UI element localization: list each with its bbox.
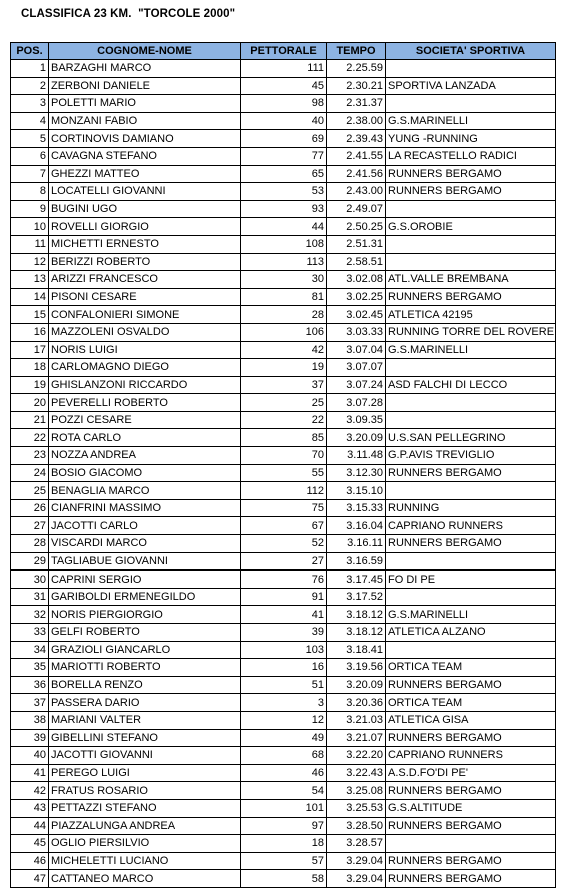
- pos-cell: 19: [11, 376, 49, 394]
- table-row: [11, 165, 556, 183]
- table-row: [11, 95, 556, 113]
- time-cell: 3.15.33: [327, 499, 386, 517]
- time-cell: 2.50.25: [327, 218, 386, 236]
- bib-cell: 97: [241, 817, 327, 835]
- name-cell: NORIS PIERGIORGIO: [49, 606, 241, 624]
- time-cell: 3.02.25: [327, 288, 386, 306]
- club-cell: ATLETICA 42195: [386, 306, 556, 324]
- club-cell: RUNNING TORRE DEL ROVERE: [386, 323, 556, 341]
- name-cell: POZZI CESARE: [49, 411, 241, 429]
- pos-cell: 46: [11, 852, 49, 870]
- time-cell: 3.07.24: [327, 376, 386, 394]
- pos-cell: 14: [11, 288, 49, 306]
- name-cell: MICHELETTI LUCIANO: [49, 852, 241, 870]
- name-cell: JACOTTI CARLO: [49, 517, 241, 535]
- pos-cell: 15: [11, 306, 49, 324]
- club-cell: RUNNERS BERGAMO: [386, 535, 556, 553]
- table-row: [11, 870, 556, 888]
- pos-cell: 13: [11, 271, 49, 289]
- club-cell: [386, 359, 556, 377]
- name-cell: BUGINI UGO: [49, 200, 241, 218]
- name-cell: PETTAZZI STEFANO: [49, 799, 241, 817]
- table-row: [11, 782, 556, 800]
- bib-cell: 81: [241, 288, 327, 306]
- table-row: [11, 359, 556, 377]
- table-row: [11, 60, 556, 78]
- name-cell: CATTANEO MARCO: [49, 870, 241, 888]
- bib-cell: 30: [241, 271, 327, 289]
- bib-cell: 69: [241, 130, 327, 148]
- bib-cell: 57: [241, 852, 327, 870]
- club-cell: ATL.VALLE BREMBANA: [386, 271, 556, 289]
- name-cell: PEVERELLI ROBERTO: [49, 394, 241, 412]
- name-cell: GARIBOLDI ERMENEGILDO: [49, 588, 241, 606]
- name-cell: GHISLANZONI RICCARDO: [49, 376, 241, 394]
- name-cell: ZERBONI DANIELE: [49, 77, 241, 95]
- club-cell: G.S.MARINELLI: [386, 606, 556, 624]
- club-cell: G.S.OROBIE: [386, 218, 556, 236]
- name-cell: MICHETTI ERNESTO: [49, 235, 241, 253]
- pos-cell: 18: [11, 359, 49, 377]
- name-cell: LOCATELLI GIOVANNI: [49, 183, 241, 201]
- header-name: COGNOME-NOME: [49, 43, 241, 60]
- time-cell: 3.29.04: [327, 870, 386, 888]
- bib-cell: 49: [241, 729, 327, 747]
- time-cell: 3.22.20: [327, 747, 386, 765]
- table-row: [11, 641, 556, 659]
- time-cell: 3.25.08: [327, 782, 386, 800]
- header-pos: POS.: [11, 43, 49, 60]
- table-row: [11, 306, 556, 324]
- pos-cell: 41: [11, 764, 49, 782]
- table-row: [11, 835, 556, 853]
- pos-cell: 12: [11, 253, 49, 271]
- time-cell: 3.07.04: [327, 341, 386, 359]
- table-row: [11, 517, 556, 535]
- pos-cell: 38: [11, 711, 49, 729]
- table-row: [11, 535, 556, 553]
- club-cell: [386, 588, 556, 606]
- pos-cell: 11: [11, 235, 49, 253]
- time-cell: 3.18.41: [327, 641, 386, 659]
- table-row: [11, 570, 556, 588]
- bib-cell: 76: [241, 570, 327, 588]
- bib-cell: 53: [241, 183, 327, 201]
- bib-cell: 85: [241, 429, 327, 447]
- name-cell: ARIZZI FRANCESCO: [49, 271, 241, 289]
- bib-cell: 58: [241, 870, 327, 888]
- pos-cell: 6: [11, 147, 49, 165]
- time-cell: 3.18.12: [327, 624, 386, 642]
- name-cell: GRAZIOLI GIANCARLO: [49, 641, 241, 659]
- club-cell: CAPRIANO RUNNERS: [386, 747, 556, 765]
- bib-cell: 91: [241, 588, 327, 606]
- table-row: [11, 394, 556, 412]
- table-row: [11, 676, 556, 694]
- table-row: [11, 376, 556, 394]
- name-cell: MAZZOLENI OSVALDO: [49, 323, 241, 341]
- bib-cell: 108: [241, 235, 327, 253]
- time-cell: 3.16.11: [327, 535, 386, 553]
- pos-cell: 31: [11, 588, 49, 606]
- pos-cell: 26: [11, 499, 49, 517]
- pos-cell: 35: [11, 659, 49, 677]
- club-cell: RUNNERS BERGAMO: [386, 288, 556, 306]
- header-club: SOCIETA' SPORTIVA: [386, 43, 556, 60]
- bib-cell: 75: [241, 499, 327, 517]
- bib-cell: 98: [241, 95, 327, 113]
- pos-cell: 27: [11, 517, 49, 535]
- bib-cell: 3: [241, 694, 327, 712]
- bib-cell: 101: [241, 799, 327, 817]
- bib-cell: 45: [241, 77, 327, 95]
- club-cell: YUNG -RUNNING: [386, 130, 556, 148]
- bib-cell: 52: [241, 535, 327, 553]
- club-cell: ORTICA TEAM: [386, 659, 556, 677]
- table-row: [11, 200, 556, 218]
- table-row: [11, 447, 556, 465]
- table-row: [11, 499, 556, 517]
- name-cell: FRATUS ROSARIO: [49, 782, 241, 800]
- bib-cell: 12: [241, 711, 327, 729]
- bib-cell: 19: [241, 359, 327, 377]
- club-cell: RUNNING: [386, 499, 556, 517]
- club-cell: G.S.MARINELLI: [386, 112, 556, 130]
- bib-cell: 106: [241, 323, 327, 341]
- header-row: [11, 43, 556, 60]
- club-cell: [386, 394, 556, 412]
- results-body: [11, 60, 556, 888]
- club-cell: LA RECASTELLO RADICI: [386, 147, 556, 165]
- bib-cell: 112: [241, 482, 327, 500]
- bib-cell: 28: [241, 306, 327, 324]
- club-cell: G.S.MARINELLI: [386, 341, 556, 359]
- bib-cell: 37: [241, 376, 327, 394]
- pos-cell: 37: [11, 694, 49, 712]
- pos-cell: 10: [11, 218, 49, 236]
- club-cell: [386, 235, 556, 253]
- bib-cell: 111: [241, 60, 327, 78]
- bib-cell: 22: [241, 411, 327, 429]
- pos-cell: 30: [11, 570, 49, 588]
- time-cell: 3.21.03: [327, 711, 386, 729]
- pos-cell: 47: [11, 870, 49, 888]
- table-row: [11, 552, 556, 570]
- name-cell: BERIZZI ROBERTO: [49, 253, 241, 271]
- time-cell: 3.25.53: [327, 799, 386, 817]
- pos-cell: 17: [11, 341, 49, 359]
- header-time: TEMPO: [327, 43, 386, 60]
- pos-cell: 29: [11, 552, 49, 570]
- name-cell: CAVAGNA STEFANO: [49, 147, 241, 165]
- club-cell: ORTICA TEAM: [386, 694, 556, 712]
- club-cell: G.S.ALTITUDE: [386, 799, 556, 817]
- pos-cell: 28: [11, 535, 49, 553]
- pos-cell: 16: [11, 323, 49, 341]
- pos-cell: 43: [11, 799, 49, 817]
- table-row: [11, 694, 556, 712]
- time-cell: 3.02.08: [327, 271, 386, 289]
- pos-cell: 4: [11, 112, 49, 130]
- pos-cell: 45: [11, 835, 49, 853]
- name-cell: GELFI ROBERTO: [49, 624, 241, 642]
- club-cell: [386, 200, 556, 218]
- club-cell: [386, 835, 556, 853]
- pos-cell: 36: [11, 676, 49, 694]
- table-row: [11, 711, 556, 729]
- club-cell: [386, 60, 556, 78]
- time-cell: 3.12.30: [327, 464, 386, 482]
- time-cell: 2.39.43: [327, 130, 386, 148]
- pos-cell: 21: [11, 411, 49, 429]
- time-cell: 3.09.35: [327, 411, 386, 429]
- time-cell: 3.16.59: [327, 552, 386, 570]
- name-cell: PEREGO LUIGI: [49, 764, 241, 782]
- club-cell: CAPRIANO RUNNERS: [386, 517, 556, 535]
- table-row: [11, 253, 556, 271]
- pos-cell: 24: [11, 464, 49, 482]
- name-cell: NOZZA ANDREA: [49, 447, 241, 465]
- name-cell: JACOTTI GIOVANNI: [49, 747, 241, 765]
- club-cell: RUNNERS BERGAMO: [386, 165, 556, 183]
- club-cell: [386, 552, 556, 570]
- table-row: [11, 817, 556, 835]
- pos-cell: 22: [11, 429, 49, 447]
- bib-cell: 40: [241, 112, 327, 130]
- time-cell: 3.29.04: [327, 852, 386, 870]
- pos-cell: 32: [11, 606, 49, 624]
- bib-cell: 55: [241, 464, 327, 482]
- pos-cell: 2: [11, 77, 49, 95]
- table-row: [11, 729, 556, 747]
- name-cell: CIANFRINI MASSIMO: [49, 499, 241, 517]
- club-cell: A.S.D.FO'DI PE': [386, 764, 556, 782]
- time-cell: 3.15.10: [327, 482, 386, 500]
- time-cell: 3.20.36: [327, 694, 386, 712]
- bib-cell: 65: [241, 165, 327, 183]
- table-row: [11, 852, 556, 870]
- results-table: [10, 42, 556, 888]
- bib-cell: 113: [241, 253, 327, 271]
- pos-cell: 34: [11, 641, 49, 659]
- name-cell: PASSERA DARIO: [49, 694, 241, 712]
- pos-cell: 9: [11, 200, 49, 218]
- time-cell: 3.17.52: [327, 588, 386, 606]
- time-cell: 3.20.09: [327, 676, 386, 694]
- table-row: [11, 77, 556, 95]
- name-cell: GHEZZI MATTEO: [49, 165, 241, 183]
- pos-cell: 25: [11, 482, 49, 500]
- time-cell: 2.31.37: [327, 95, 386, 113]
- club-cell: FO DI PE: [386, 570, 556, 588]
- club-cell: RUNNERS BERGAMO: [386, 817, 556, 835]
- time-cell: 3.28.50: [327, 817, 386, 835]
- pos-cell: 23: [11, 447, 49, 465]
- page-title: CLASSIFICA 23 KM. "TORCOLE 2000": [21, 8, 236, 20]
- bib-cell: 70: [241, 447, 327, 465]
- pos-cell: 7: [11, 165, 49, 183]
- table-row: [11, 235, 556, 253]
- time-cell: 3.03.33: [327, 323, 386, 341]
- club-cell: ATLETICA GISA: [386, 711, 556, 729]
- time-cell: 2.51.31: [327, 235, 386, 253]
- name-cell: CAPRINI SERGIO: [49, 570, 241, 588]
- club-cell: [386, 411, 556, 429]
- bib-cell: 46: [241, 764, 327, 782]
- bib-cell: 41: [241, 606, 327, 624]
- table-row: [11, 624, 556, 642]
- time-cell: 2.41.56: [327, 165, 386, 183]
- club-cell: ATLETICA ALZANO: [386, 624, 556, 642]
- time-cell: 3.18.12: [327, 606, 386, 624]
- name-cell: PIAZZALUNGA ANDREA: [49, 817, 241, 835]
- time-cell: 3.02.45: [327, 306, 386, 324]
- club-cell: RUNNERS BERGAMO: [386, 464, 556, 482]
- time-cell: 2.38.00: [327, 112, 386, 130]
- name-cell: POLETTI MARIO: [49, 95, 241, 113]
- pos-cell: 3: [11, 95, 49, 113]
- club-cell: RUNNERS BERGAMO: [386, 852, 556, 870]
- name-cell: ROVELLI GIORGIO: [49, 218, 241, 236]
- time-cell: 2.41.55: [327, 147, 386, 165]
- table-row: [11, 271, 556, 289]
- time-cell: 3.07.28: [327, 394, 386, 412]
- header-bib: PETTORALE: [241, 43, 327, 60]
- table-row: [11, 218, 556, 236]
- time-cell: 2.30.21: [327, 77, 386, 95]
- pos-cell: 20: [11, 394, 49, 412]
- name-cell: CARLOMAGNO DIEGO: [49, 359, 241, 377]
- club-cell: G.P.AVIS TREVIGLIO: [386, 447, 556, 465]
- club-cell: U.S.SAN PELLEGRINO: [386, 429, 556, 447]
- bib-cell: 42: [241, 341, 327, 359]
- name-cell: CORTINOVIS DAMIANO: [49, 130, 241, 148]
- bib-cell: 51: [241, 676, 327, 694]
- table-row: [11, 764, 556, 782]
- time-cell: 3.20.09: [327, 429, 386, 447]
- time-cell: 2.25.59: [327, 60, 386, 78]
- bib-cell: 103: [241, 641, 327, 659]
- bib-cell: 67: [241, 517, 327, 535]
- time-cell: 3.16.04: [327, 517, 386, 535]
- bib-cell: 16: [241, 659, 327, 677]
- table-row: [11, 341, 556, 359]
- time-cell: 2.49.07: [327, 200, 386, 218]
- club-cell: RUNNERS BERGAMO: [386, 729, 556, 747]
- club-cell: RUNNERS BERGAMO: [386, 676, 556, 694]
- time-cell: 3.19.56: [327, 659, 386, 677]
- bib-cell: 39: [241, 624, 327, 642]
- name-cell: CONFALONIERI SIMONE: [49, 306, 241, 324]
- name-cell: BOSIO GIACOMO: [49, 464, 241, 482]
- name-cell: NORIS LUIGI: [49, 341, 241, 359]
- table-row: [11, 606, 556, 624]
- club-cell: [386, 95, 556, 113]
- table-row: [11, 588, 556, 606]
- time-cell: 3.07.07: [327, 359, 386, 377]
- pos-cell: 40: [11, 747, 49, 765]
- table-row: [11, 659, 556, 677]
- time-cell: 3.22.43: [327, 764, 386, 782]
- club-cell: [386, 253, 556, 271]
- table-row: [11, 112, 556, 130]
- table-row: [11, 429, 556, 447]
- name-cell: GIBELLINI STEFANO: [49, 729, 241, 747]
- table-row: [11, 799, 556, 817]
- club-cell: RUNNERS BERGAMO: [386, 183, 556, 201]
- time-cell: 2.43.00: [327, 183, 386, 201]
- bib-cell: 68: [241, 747, 327, 765]
- table-row: [11, 411, 556, 429]
- pos-cell: 1: [11, 60, 49, 78]
- name-cell: BARZAGHI MARCO: [49, 60, 241, 78]
- name-cell: VISCARDI MARCO: [49, 535, 241, 553]
- name-cell: BENAGLIA MARCO: [49, 482, 241, 500]
- club-cell: RUNNERS BERGAMO: [386, 782, 556, 800]
- pos-cell: 33: [11, 624, 49, 642]
- table-row: [11, 130, 556, 148]
- name-cell: TAGLIABUE GIOVANNI: [49, 552, 241, 570]
- club-cell: RUNNERS BERGAMO: [386, 870, 556, 888]
- bib-cell: 27: [241, 552, 327, 570]
- name-cell: PISONI CESARE: [49, 288, 241, 306]
- table-row: [11, 288, 556, 306]
- table-row: [11, 464, 556, 482]
- bib-cell: 93: [241, 200, 327, 218]
- club-cell: SPORTIVA LANZADA: [386, 77, 556, 95]
- pos-cell: 44: [11, 817, 49, 835]
- table-row: [11, 747, 556, 765]
- table-row: [11, 482, 556, 500]
- name-cell: OGLIO PIERSILVIO: [49, 835, 241, 853]
- time-cell: 3.17.45: [327, 570, 386, 588]
- bib-cell: 18: [241, 835, 327, 853]
- name-cell: MARIOTTI ROBERTO: [49, 659, 241, 677]
- bib-cell: 77: [241, 147, 327, 165]
- name-cell: ROTA CARLO: [49, 429, 241, 447]
- time-cell: 3.21.07: [327, 729, 386, 747]
- club-cell: ASD FALCHI DI LECCO: [386, 376, 556, 394]
- bib-cell: 44: [241, 218, 327, 236]
- pos-cell: 5: [11, 130, 49, 148]
- club-cell: [386, 482, 556, 500]
- table-row: [11, 183, 556, 201]
- pos-cell: 39: [11, 729, 49, 747]
- table-row: [11, 147, 556, 165]
- time-cell: 3.11.48: [327, 447, 386, 465]
- pos-cell: 8: [11, 183, 49, 201]
- name-cell: BORELLA RENZO: [49, 676, 241, 694]
- club-cell: [386, 641, 556, 659]
- time-cell: 2.58.51: [327, 253, 386, 271]
- name-cell: MONZANI FABIO: [49, 112, 241, 130]
- bib-cell: 25: [241, 394, 327, 412]
- bib-cell: 54: [241, 782, 327, 800]
- pos-cell: 42: [11, 782, 49, 800]
- table-row: [11, 323, 556, 341]
- time-cell: 3.28.57: [327, 835, 386, 853]
- name-cell: MARIANI VALTER: [49, 711, 241, 729]
